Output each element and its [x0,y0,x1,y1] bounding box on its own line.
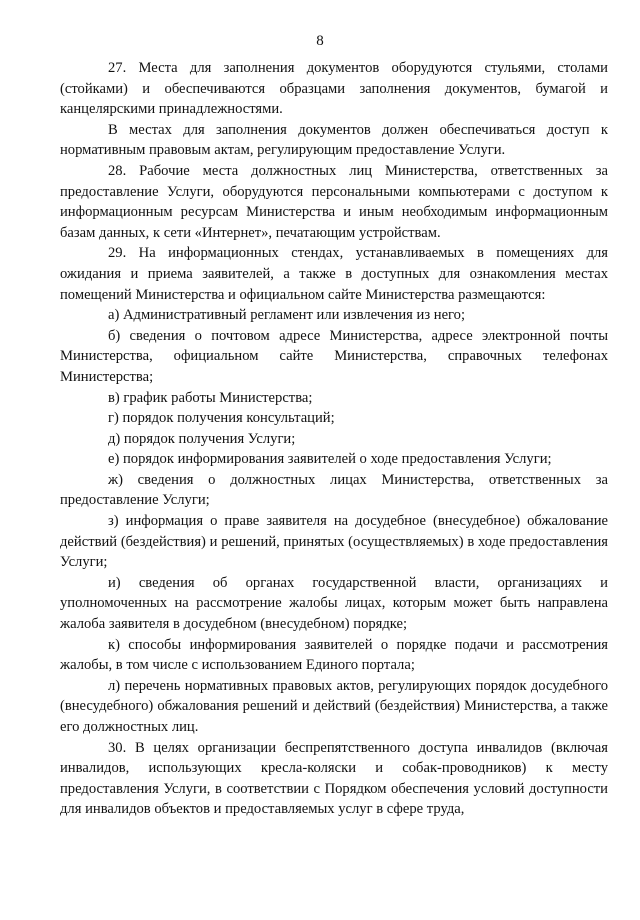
list-item-i: и) сведения об органах государственной власти, организациях и уполномоченных на рассмотрение жалобы лицах, которым может быть направлена жалоба заявителя в досудебном (внесудебном) порядке; [60,574,608,633]
list-item-zh: ж) сведения о должностных лицах Министерства, ответственных за предоставление Услуги; [60,471,608,509]
list-item-z: з) информация о праве заявителя на досудебное (внесудебное) обжалование действий (бездействия) и решений, принятых (осуществляемых) в ходе предоставления Услуги; [60,513,608,571]
list-item-b: б) сведения о почтовом адресе Министерства, адресе электронной почты Министерства, официальном сайте Министерства, справочных телефонах Министерства; [60,327,608,385]
list-item-g: г) порядок получения консультаций; [108,410,335,427]
paragraph-29: 29. На информационных стендах, устанавливаемых в помещениях для ожидания и приема заявителей, а также в доступных для ознакомления местах помещений Министерства и официальном сайте Министерства размещаются: [60,245,608,303]
paragraph-27: 27. Места для заполнения документов оборудуются стульями, столами (стойками) и обеспечиваются образцами заполнения документов, бумагой и канцелярскими принадлежностями. [60,60,608,118]
page-number: 8 [316,33,324,49]
paragraph-27-access: В местах для заполнения документов должен обеспечиваться доступ к нормативным правовым актам, регулирующим предоставление Услуги. [60,121,608,159]
list-item-l: л) перечень нормативных правовых актов, регулирующих порядок досудебного (внесудебного) обжалования решений и действий (бездействия) Министерства, а также его должностных лиц. [60,677,608,735]
list-item-k: к) способы информирования заявителей о порядке подачи и рассмотрения жалобы, в том числе с использованием Единого портала; [60,636,608,674]
list-item-d: д) порядок получения Услуги; [108,430,296,447]
list-item-e: е) порядок информирования заявителей о ходе предоставления Услуги; [108,451,552,468]
list-item-v: в) график работы Министерства; [108,389,313,406]
paragraph-30: 30. В целях организации беспрепятственного доступа инвалидов (включая инвалидов, использующих кресла-коляски и собак-проводников) к месту предоставления Услуги, в соответствии с Порядком обеспечения условий доступности для инвалидов объектов и предоставляемых услуг в сфере труда, [60,739,608,818]
list-item-a: а) Административный регламент или извлечения из него; [108,307,466,324]
paragraph-28: 28. Рабочие места должностных лиц Министерства, ответственных за предоставление Услуги, оборудуются персональными компьютерами с доступом к информационным ресурсам Министерства и иным необходимым информационным базам данных, к сети «Интернет», печатающим устройствам. [60,162,608,241]
document-body [60,58,608,820]
